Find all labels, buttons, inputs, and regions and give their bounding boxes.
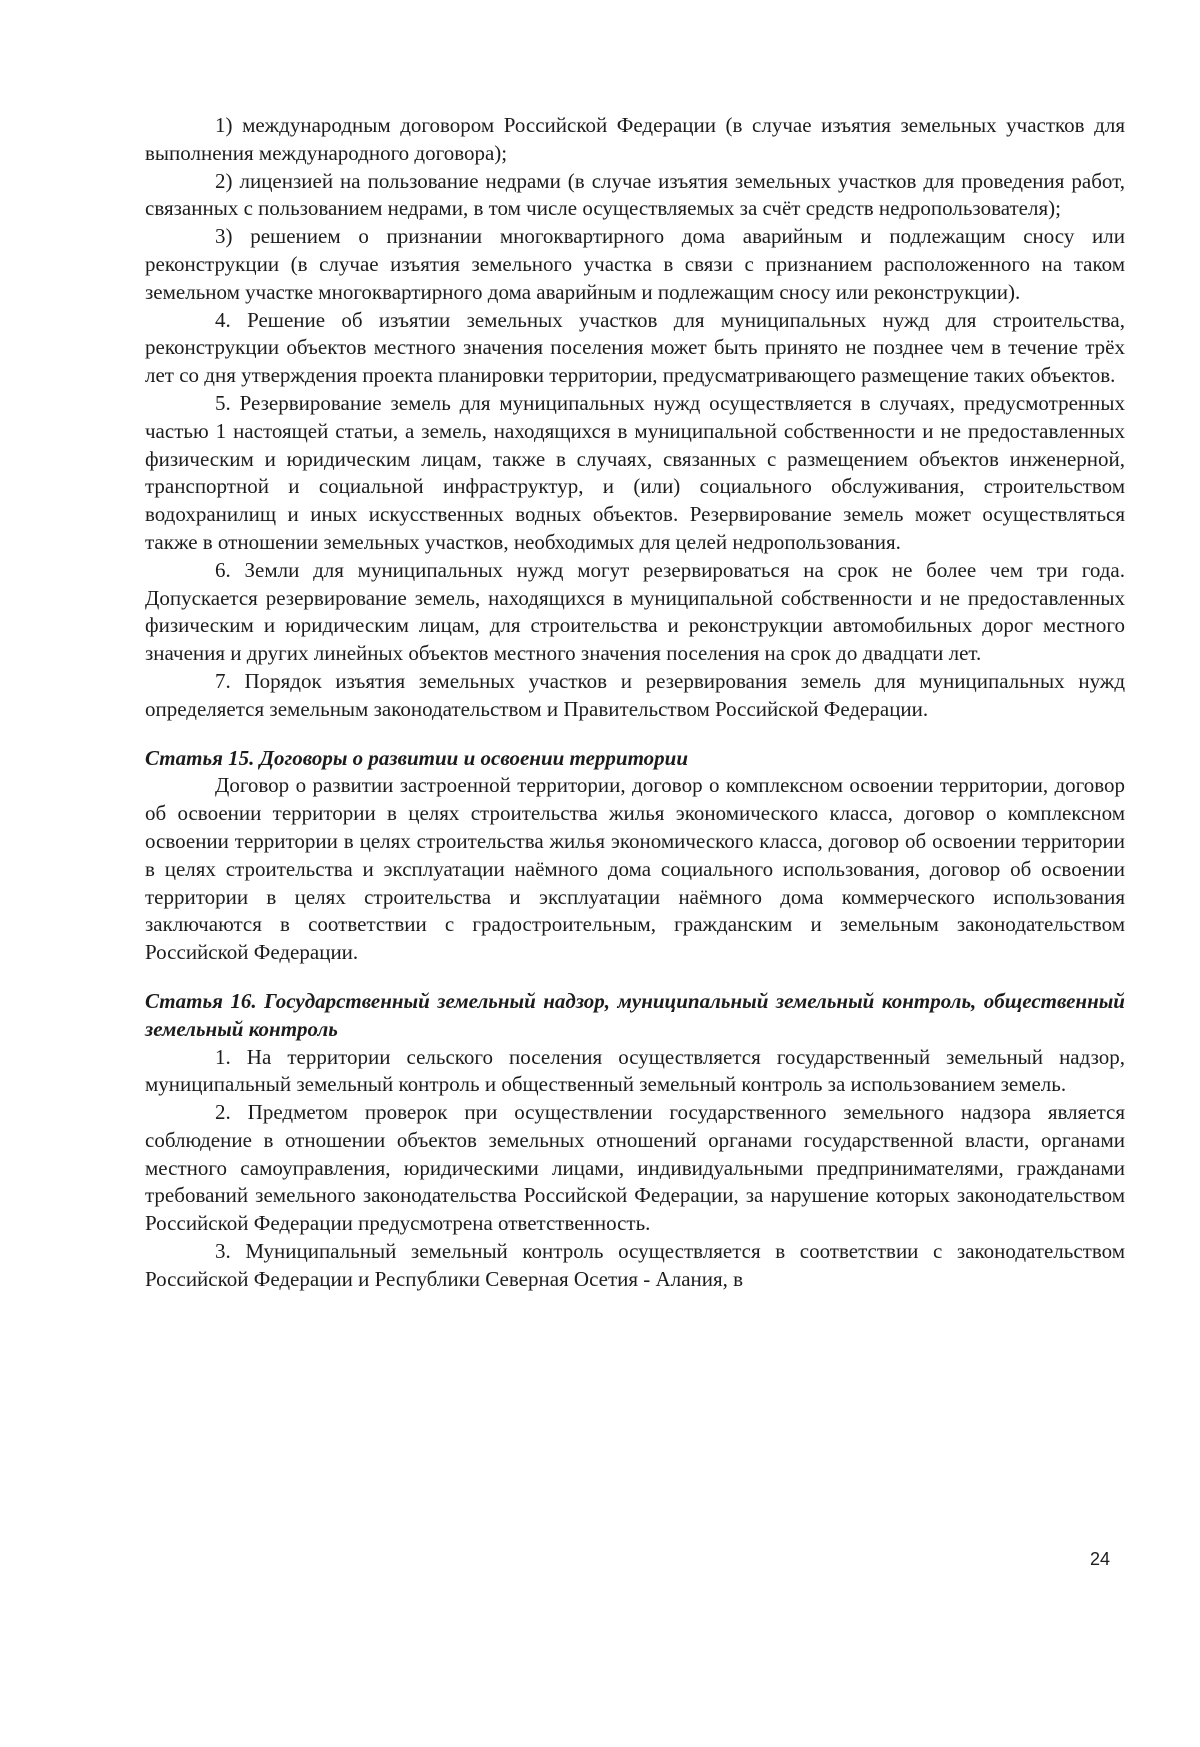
paragraph-clause-3: 3) решением о признании многоквартирного дома аварийным и подлежащим сносу или реконструкции (в случае изъятия земельного участка в связи с признанием расположенного на таком земельном участке многоквартирного дома аварийным и подлежащим сносу или реконструкции). (145, 224, 1125, 304)
page-number: 24 (1090, 1549, 1111, 1569)
article-16-paragraph-3: 3. Муниципальный земельный контроль осуществляется в соответствии с законодательством Российской Федерации и Республики Северная Осетия - Алания, в (145, 1239, 1125, 1291)
document-body (145, 112, 1125, 1294)
article-16-heading: Статья 16. Государственный земельный надзор, муниципальный земельный контроль, общественный земельный контроль (145, 988, 1125, 1041)
article-15-heading: Статья 15. Договоры о развитии и освоении территории (145, 745, 689, 770)
paragraph-item-5: 5. Резервирование земель для муниципальных нужд осуществляется в случаях, предусмотренных частью 1 настоящей статьи, а земель, находящихся в муниципальной собственности и не предоставленных физическим и юридическим лицам, также в случаях, связанных с размещением объектов инженерной, транспортной и социальной инфраструктур, и (или) социального обслуживания, строительством водохранилищ и иных искусственных водных объектов. Резервирование земель может осуществляться также в отношении земельных участков, необходимых для целей недропользования. (145, 390, 1125, 554)
article-16-paragraph-1: 1. На территории сельского поселения осуществляется государственный земельный надзор, муниципальный земельный контроль и общественный земельный контроль за использованием земель. (145, 1044, 1125, 1097)
article-16-paragraph-2: 2. Предметом проверок при осуществлении государственного земельного надзора является соблюдение в отношении объектов земельных отношений органами государственной власти, органами местного самоуправления, юридическими лицами, индивидуальными предпринимателями, гражданами требований земельного законодательства Российской Федерации, за нарушение которых законодательством Российской Федерации предусмотрена ответственность. (145, 1100, 1125, 1236)
paragraph-clause-2: 2) лицензией на пользование недрами (в случае изъятия земельных участков для проведения работ, связанных с пользованием недрами, в том числе осуществляемых за счёт средств недропользователя); (145, 168, 1125, 221)
paragraph-item-4: 4. Решение об изъятии земельных участков для муниципальных нужд для строительства, реконструкции объектов местного значения поселения может быть принято не позднее чем в течение трёх лет со дня утверждения проекта планировки территории, предусматривающего размещение таких объектов. (145, 307, 1125, 388)
paragraph-item-7: 7. Порядок изъятия земельных участков и резервирования земель для муниципальных нужд определяется земельным законодательством и Правительством Российской Федерации. (145, 668, 1125, 721)
paragraph-item-6: 6. Земли для муниципальных нужд могут резервироваться на срок не более чем три года. Допускается резервирование земель, находящихся в муниципальной собственности и не предоставленных физическим и юридическим лицам, для строительства и реконструкции автомобильных дорог местного значения и других линейных объектов местного значения поселения на срок до двадцати лет. (145, 557, 1125, 666)
section-spacer (145, 967, 1125, 988)
section-spacer (145, 724, 1125, 745)
paragraph-clause-1: 1) международным договором Российской Федерации (в случае изъятия земельных участков для выполнения международного договора); (145, 113, 1125, 165)
article-15-paragraph: Договор о развитии застроенной территории, договор о комплексном освоении территории, договор об освоении территории в целях строительства жилья экономического класса, договор о комплексном освоении территории в целях строительства жилья экономического класса, договор об освоении территории в целях строительства и эксплуатации наёмного дома социального использования, договор об освоении территории в целях строительства и эксплуатации наёмного дома коммерческого использования заключаются в соответствии с градостроительным, гражданским и земельным законодательством Российской Федерации. (145, 773, 1125, 965)
